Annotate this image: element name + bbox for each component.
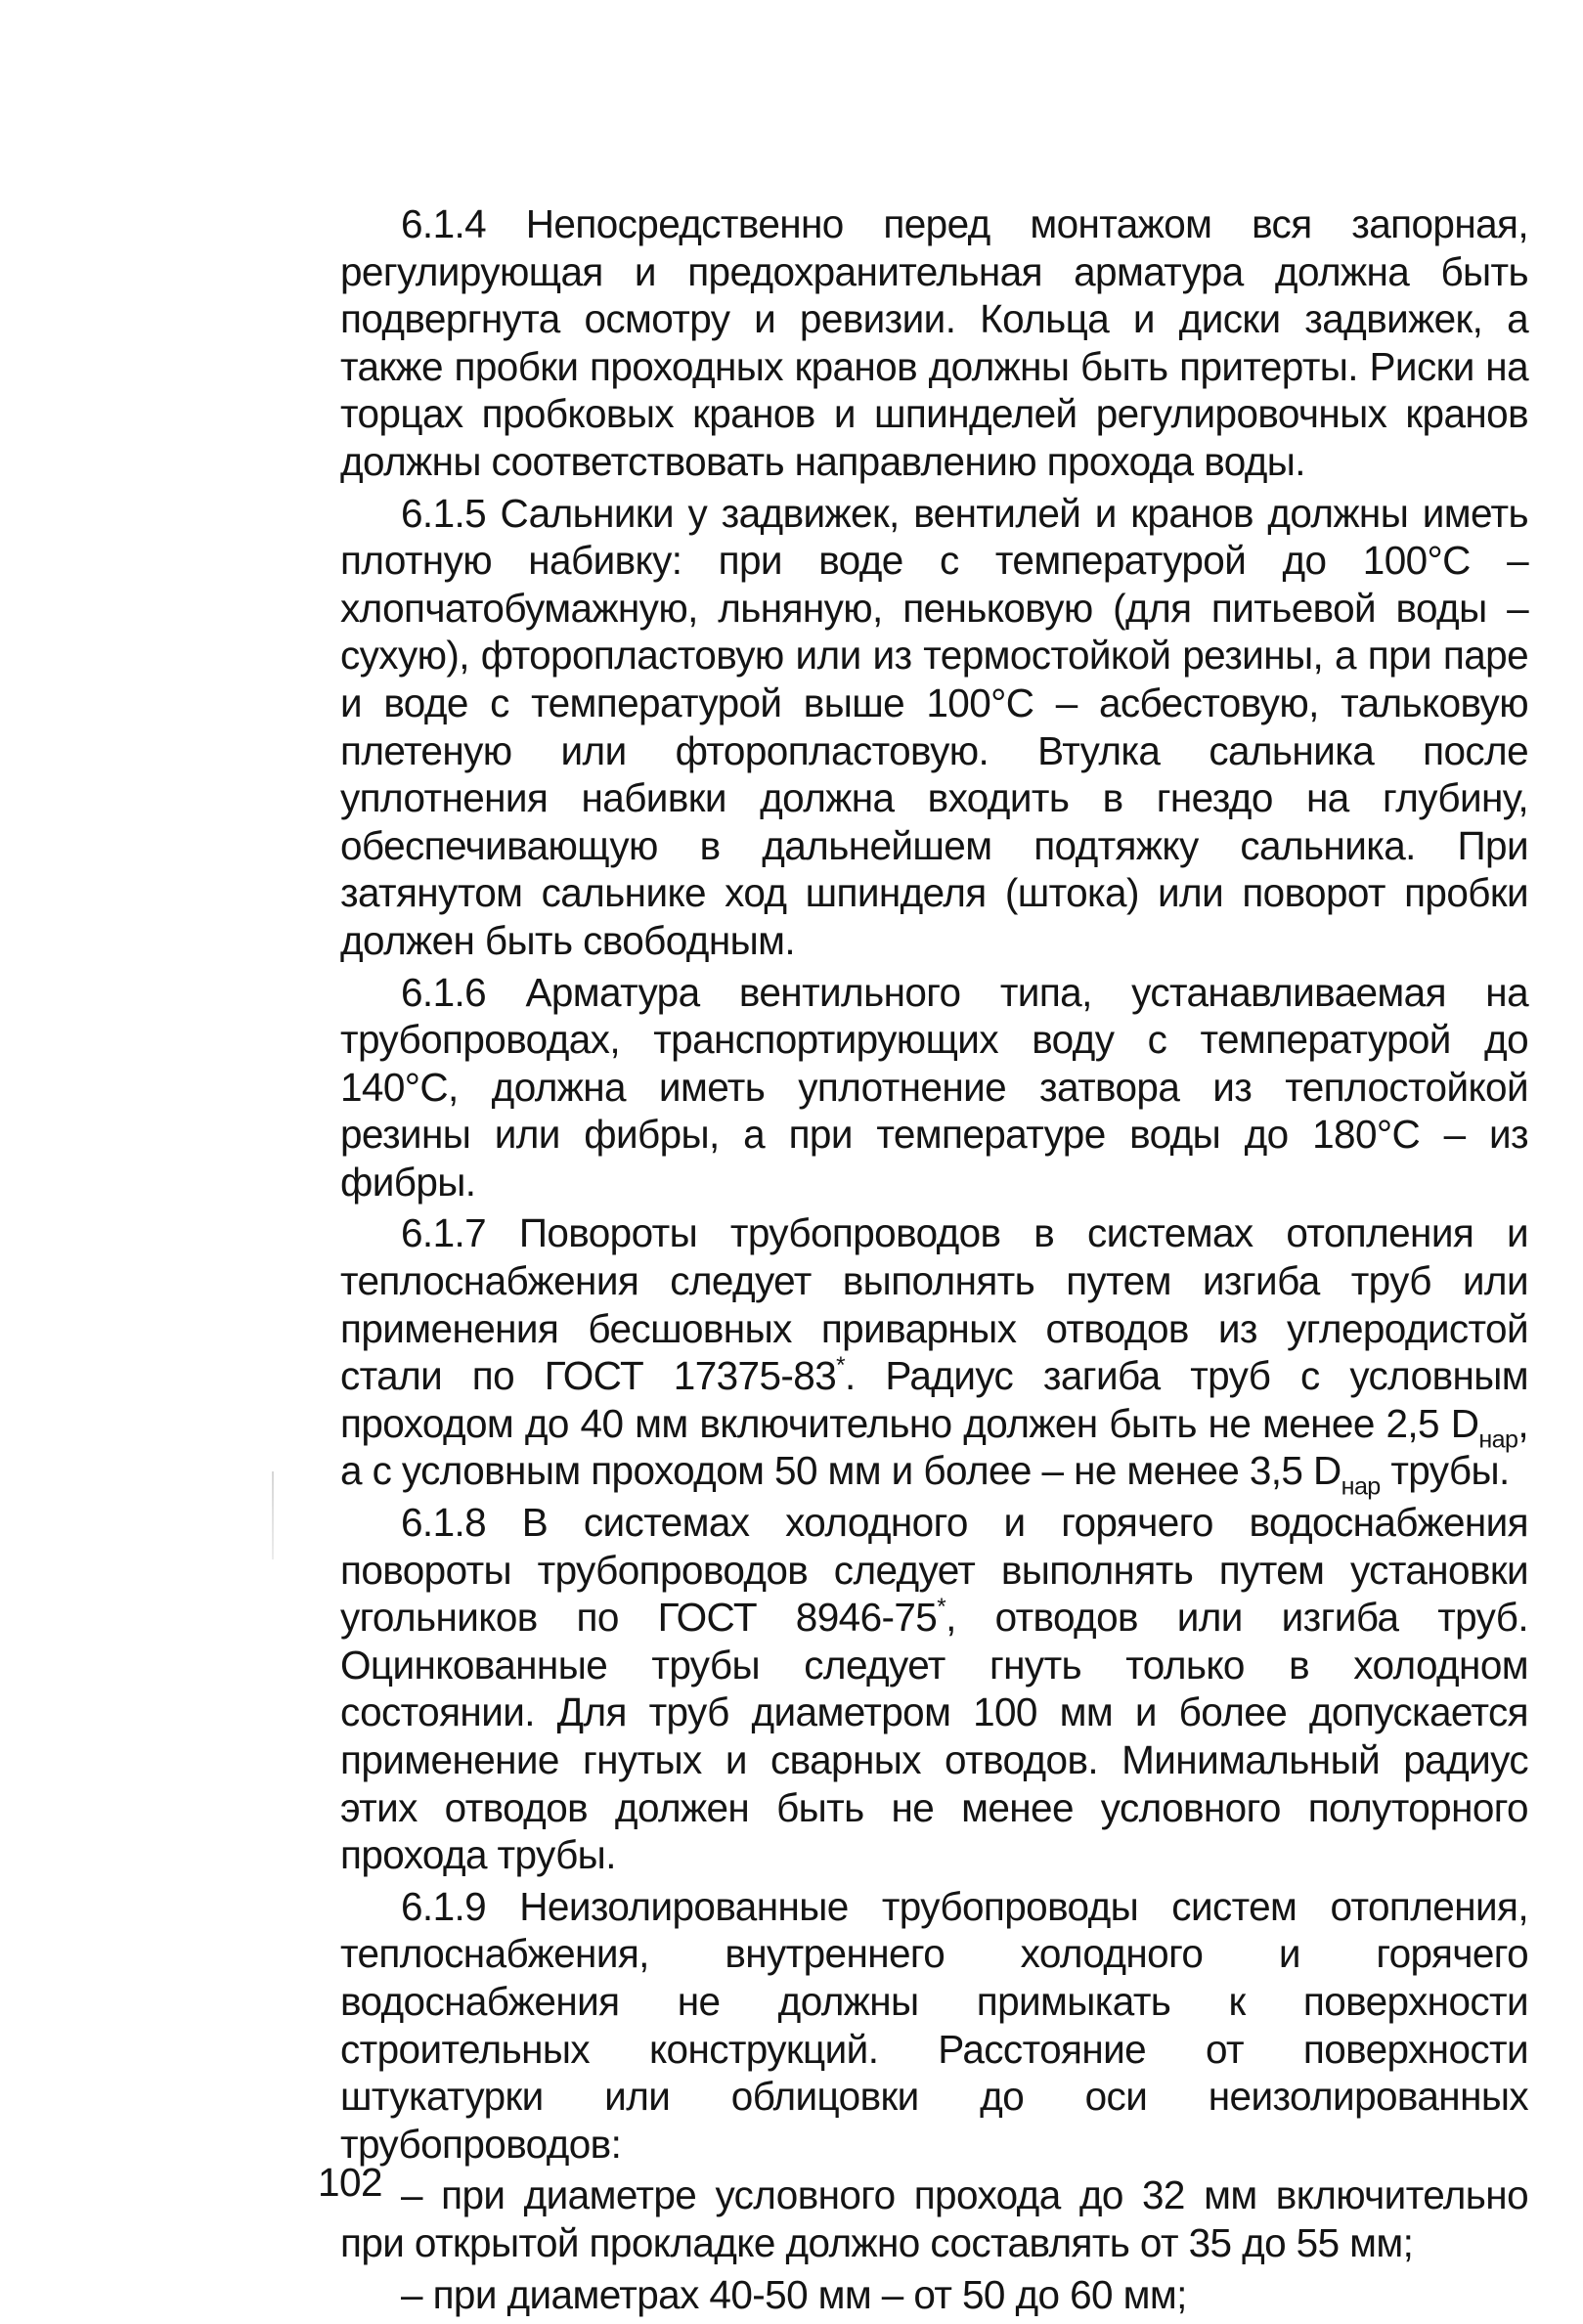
scan-margin-mark [272,1471,274,1559]
subscript-nar: нар [1341,1472,1381,1501]
paragraph-6-1-8-part-a: 6.1.8 В системах холодного и горячего водоснабжения повороты трубопроводов следует выполнять путем установки угольников по ГОСТ 8946-75 [340,1500,1528,1641]
page-number: 102 [318,2160,383,2205]
list-item-diameter-40-50: – при диаметрах 40-50 мм – от 50 до 60 мм; [401,2271,1187,2317]
paragraph-6-1-7-part-a: 6.1.7 Повороты трубопроводов в системах отопления и теплоснабжения следует выполнять путем изгиба труб или применения бесшовных приварных отводов из углеродистой стали по ГОСТ 17375-83 [340,1210,1528,1399]
paragraph-6-1-7-part-c: , а с условным проходом 50 мм и более – не менее 3,5 D [340,1400,1528,1494]
body-text [340,200,1528,2318]
subscript-nar: нар [1478,1425,1518,1454]
gost-asterisk: * [937,1594,946,1621]
paragraph-6-1-9: 6.1.9 Неизолированные трубопроводы систем отопления, теплоснабжения, внутреннего холодного и горячего водоснабжения не должны примыкать к поверхности строительных конструкций. Расстояние от поверхности штукатурки или облицовки до оси неизолированных трубопроводов: [340,1883,1528,2167]
paragraph-6-1-7-part-d: трубы. [1380,1448,1510,1494]
list-item-diameter-32: – при диаметре условного прохода до 32 мм включительно при открытой прокладке должно составлять от 35 до 55 мм; [340,2172,1528,2265]
paragraph-6-1-7-part-b: . Радиус загиба труб с условным проходом до 40 мм включительно должен быть не менее 2,5 D [340,1353,1529,1446]
paragraph-6-1-7 [340,1209,1529,1501]
paragraph-6-1-8 [340,1499,1528,1879]
paragraph-6-1-4: 6.1.4 Непосредственно перед монтажом вся запорная, регулирующая и предохранительная арматура должна быть подвергнута осмотру и ревизии. Кольца и диски задвижек, а также пробки проходных кранов должны быть притерты. Риски на торцах пробковых кранов и шпинделей регулировочных кранов должны соответствовать направлению прохода воды. [340,201,1528,484]
paragraph-6-1-8-part-b: , отводов или изгиба труб. Оцинкованные трубы следует гнуть только в холодном состоянии. Для труб диаметром 100 мм и более допускается применение гнутых и сварных отводов. Минимальный радиус этих отводов должен быть не менее условного полуторного прохода трубы. [340,1595,1529,1878]
gost-asterisk: * [836,1352,845,1380]
paragraph-6-1-5: 6.1.5 Сальники у задвижек, вентилей и кранов должны иметь плотную набивку: при воде с температурой до 100°С – хлопчатобумажную, льняную, пеньковую (для питьевой воды – сухую), фторопластовую или из термостойкой резины, а при паре и воде с температурой выше 100°С – асбестовую, тальковую плетеную или фторопластовую. Втулка сальника после уплотнения набивки должна входить в гнездо на глубину, обеспечивающую в дальнейшем подтяжку сальника. При затянутом сальнике ход шпинделя (штока) или поворот пробки должен быть свободным. [340,490,1528,963]
paragraph-6-1-6: 6.1.6 Арматура вентильного типа, устанавливаемая на трубопроводах, транспортирующих воду с температурой до 140°С, должна иметь уплотнение затвора из теплостойкой резины или фибры, а при температуре воды до 180°С – из фибры. [340,969,1528,1205]
